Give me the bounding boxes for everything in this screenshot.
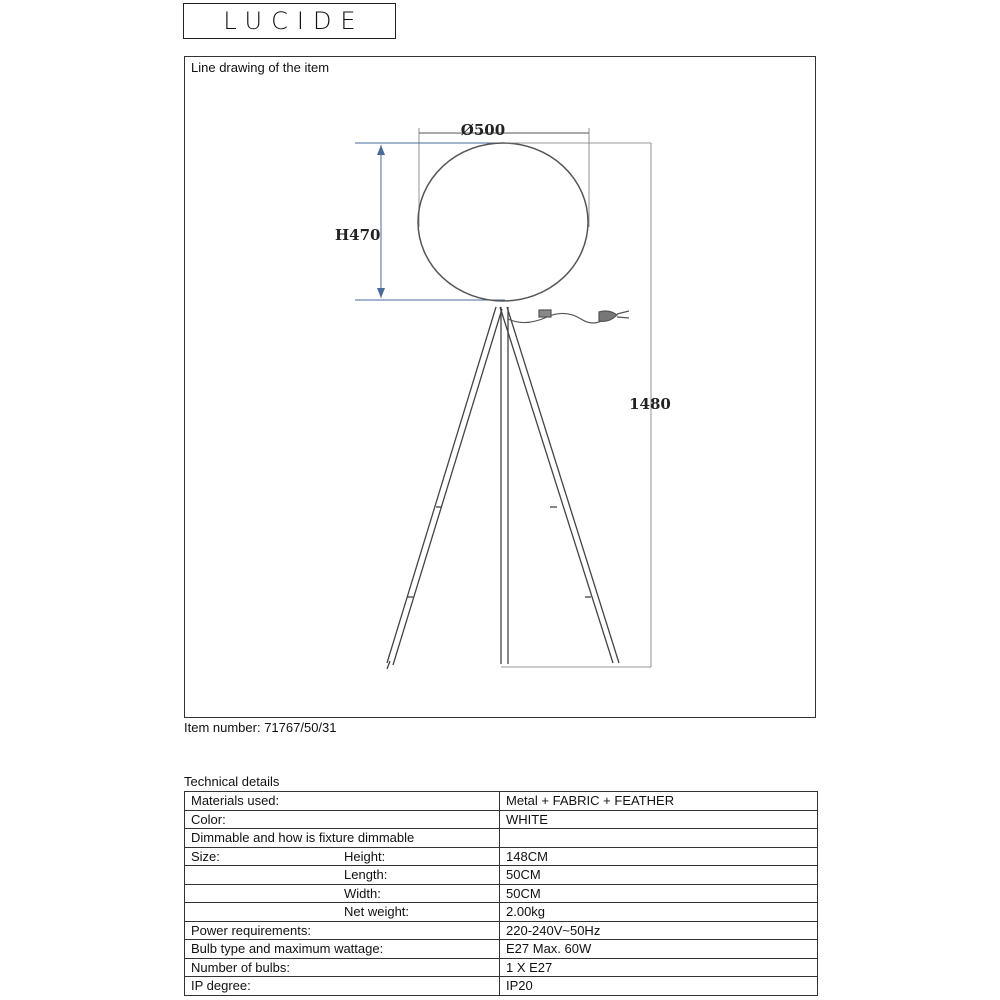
lamp-line-drawing [185,57,817,719]
lucide-logo [183,3,396,39]
row-label: IP degree: [185,977,339,996]
row-label [185,903,339,922]
row-value: IP20 [500,977,818,996]
technical-details-title: Technical details [184,774,280,789]
line-drawing-frame [184,56,816,718]
row-value: 148CM [500,847,818,866]
row-value: E27 Max. 60W [500,940,818,959]
row-value [500,829,818,848]
table-row [185,903,818,922]
globe-shade [418,143,588,301]
table-row [185,958,818,977]
drawing-title: Line drawing of the item [191,60,330,75]
table-row [185,977,818,996]
row-value: 50CM [500,866,818,885]
row-label [185,866,339,885]
row-sublabel [338,810,500,829]
row-label [185,884,339,903]
row-value: 50CM [500,884,818,903]
total-height-label: 1480 [629,395,671,413]
row-label: Color: [185,810,339,829]
row-label: Number of bulbs: [185,958,339,977]
power-cable [508,310,629,323]
table-row [185,829,818,848]
row-sublabel [338,792,500,811]
row-label: Dimmable and how is fixture dimmable [185,829,339,848]
table-row [185,884,818,903]
tripod-legs [387,307,619,669]
table-row [185,866,818,885]
logo-text: LUCIDE [223,7,365,35]
row-label: Size: [185,847,339,866]
row-label: Materials used: [185,792,339,811]
row-value: Metal + FABRIC + FEATHER [500,792,818,811]
row-sublabel: Width: [338,884,500,903]
row-label: Power requirements: [185,921,339,940]
table-row [185,940,818,959]
table-row [185,921,818,940]
row-value: WHITE [500,810,818,829]
row-sublabel: Height: [338,847,500,866]
shade-height-label: H470 [335,226,381,244]
diameter-label: Ø500 [460,121,506,139]
row-sublabel: Length: [338,866,500,885]
row-value: 220-240V~50Hz [500,921,818,940]
table-row [185,810,818,829]
table-row [185,847,818,866]
row-sublabel [338,977,500,996]
row-sublabel: Net weight: [338,903,500,922]
technical-details-table [184,791,818,996]
row-value: 1 X E27 [500,958,818,977]
row-label: Bulb type and maximum wattage: [185,940,339,959]
table-row [185,792,818,811]
row-sublabel [338,921,500,940]
row-sublabel [338,958,500,977]
row-value: 2.00kg [500,903,818,922]
item-number: Item number: 71767/50/31 [184,720,337,735]
